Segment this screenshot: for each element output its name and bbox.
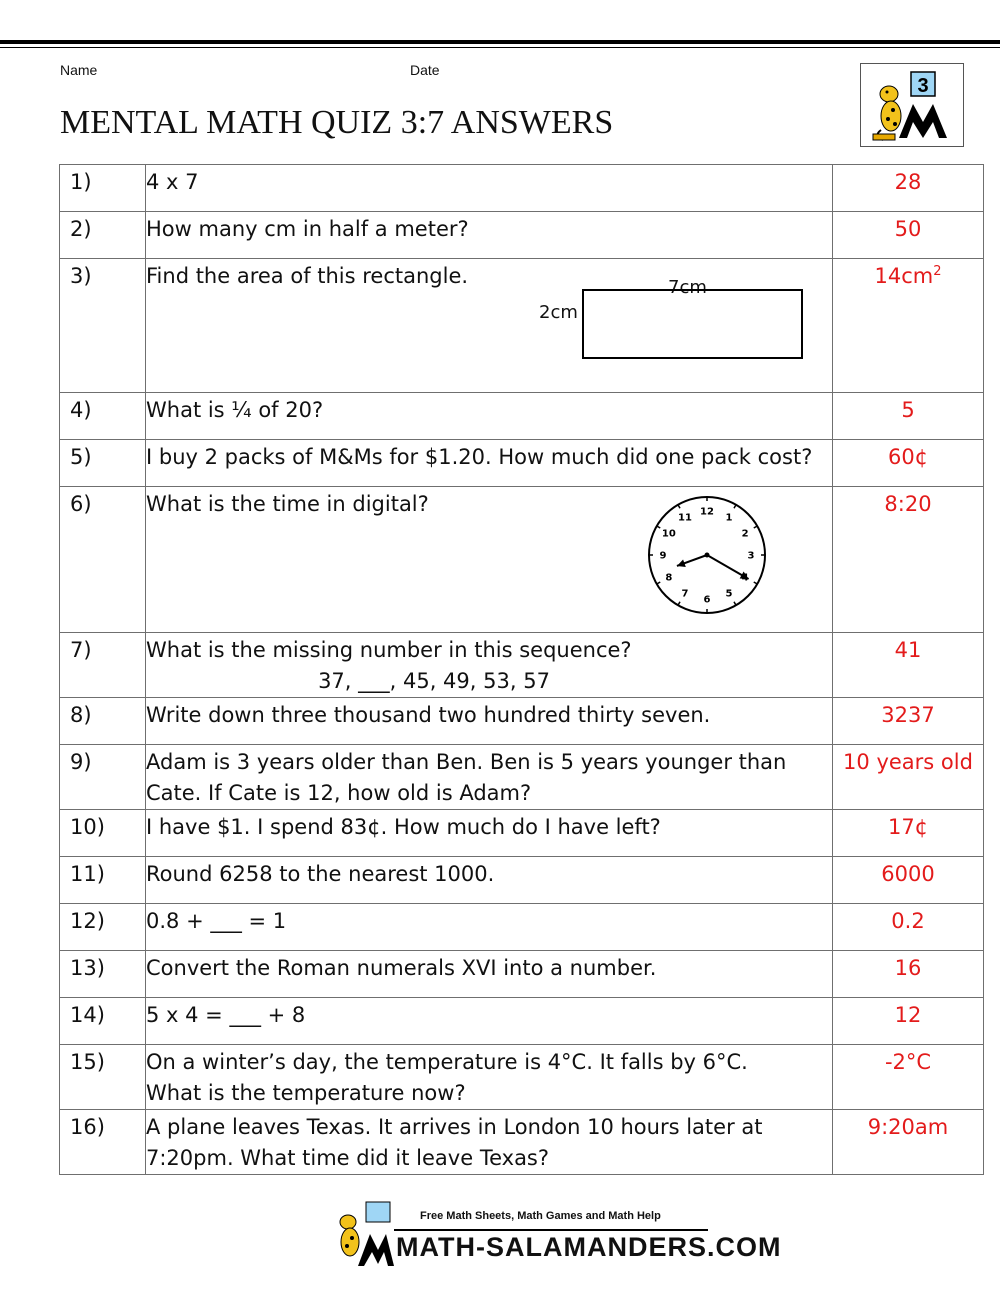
date-label: Date <box>410 62 440 78</box>
table-row <box>60 698 984 745</box>
answer-cell: 9:20am <box>833 1110 984 1175</box>
table-row <box>60 1045 984 1110</box>
clock-center <box>705 553 710 558</box>
rectangle-diagram <box>146 277 832 392</box>
question-text: Find the area of this rectangle. <box>146 264 469 288</box>
clock-number: 6 <box>703 594 711 606</box>
answer-cell: 60¢ <box>833 440 984 487</box>
question-text: Round 6258 to the nearest 1000. <box>146 857 833 904</box>
table-row <box>60 165 984 212</box>
answer-cell: 0.2 <box>833 904 984 951</box>
table-row <box>60 212 984 259</box>
question-text: 5 x 4 = ___ + 8 <box>146 998 833 1045</box>
answer-cell: 14cm <box>874 264 934 288</box>
question-number: 3) <box>60 259 146 393</box>
question-number: 12) <box>60 904 146 951</box>
question-number: 6) <box>60 487 146 633</box>
question-text: A plane leaves Texas. It arrives in London 10 hours later at <box>146 1115 763 1139</box>
question-text: Convert the Roman numerals XVI into a number. <box>146 951 833 998</box>
question-number: 1) <box>60 165 146 212</box>
clock-number: 8 <box>665 572 673 584</box>
answer-cell: 8:20 <box>833 487 984 633</box>
table-row <box>60 904 984 951</box>
question-text: What is the missing number in this sequence? <box>146 638 632 662</box>
answer-cell: 50 <box>833 212 984 259</box>
table-row <box>60 998 984 1045</box>
answer-cell: 5 <box>833 393 984 440</box>
clock-number: 12 <box>700 506 714 518</box>
answer-cell: 17¢ <box>833 810 984 857</box>
clock-number: 11 <box>678 512 692 524</box>
answer-cell: 12 <box>833 998 984 1045</box>
rectangle-width-label: 7cm <box>668 277 707 298</box>
clock-number: 7 <box>681 588 689 600</box>
footer-logo <box>328 1200 394 1270</box>
question-number: 14) <box>60 998 146 1045</box>
question-text: 4 x 7 <box>146 170 199 194</box>
table-row <box>60 951 984 998</box>
table-row <box>60 487 984 633</box>
top-rule-thin <box>0 47 1000 48</box>
rectangle-height-label: 2cm <box>539 302 578 323</box>
rectangle-shape <box>582 289 803 359</box>
question-number: 8) <box>60 698 146 745</box>
table-row <box>60 259 984 393</box>
table-row <box>60 440 984 487</box>
table-row <box>60 1110 984 1175</box>
question-number: 15) <box>60 1045 146 1110</box>
clock-number: 10 <box>661 528 676 540</box>
question-number: 7) <box>60 633 146 698</box>
table-row <box>60 393 984 440</box>
table-row <box>60 810 984 857</box>
table-row <box>60 745 984 810</box>
answer-cell: 16 <box>833 951 984 998</box>
answer-cell: 41 <box>833 633 984 698</box>
footer-rule <box>394 1229 708 1231</box>
answer-superscript: 2 <box>933 264 942 279</box>
question-text: Write down three thousand two hundred thirty seven. <box>146 698 833 745</box>
quiz-table <box>59 164 984 1175</box>
table-row <box>60 857 984 904</box>
footer-tagline: Free Math Sheets, Math Games and Math Help <box>420 1210 661 1222</box>
question-text: Adam is 3 years older than Ben. Ben is 5 years younger than <box>146 750 787 774</box>
question-text-line2: 7:20pm. What time did it leave Texas? <box>146 1146 550 1170</box>
answer-cell: 28 <box>833 165 984 212</box>
clock-number: 1 <box>725 512 733 524</box>
analog-clock <box>644 492 770 618</box>
question-number: 2) <box>60 212 146 259</box>
name-label: Name <box>60 62 98 78</box>
clock-number: 2 <box>741 528 749 540</box>
page-title: MENTAL MATH QUIZ 3:7 ANSWERS <box>60 104 614 141</box>
question-number: 5) <box>60 440 146 487</box>
answer-cell: -2°C <box>833 1045 984 1110</box>
question-text: What is the time in digital? <box>146 492 429 516</box>
clock-number: 3 <box>747 550 755 562</box>
question-number: 10) <box>60 810 146 857</box>
logo-grade: 3 <box>917 75 929 97</box>
clock-number: 5 <box>725 588 733 600</box>
question-text: What is ¼ of 20? <box>146 393 833 440</box>
question-text-line2: What is the temperature now? <box>146 1081 466 1105</box>
question-number: 16) <box>60 1110 146 1175</box>
top-rule <box>0 40 1000 44</box>
table-row <box>60 633 984 698</box>
answer-cell: 6000 <box>833 857 984 904</box>
question-text: 0.8 + ___ = 1 <box>146 904 833 951</box>
salamander-logo <box>860 63 964 147</box>
question-text: I buy 2 packs of M&Ms for $1.20. How much did one pack cost? <box>146 440 833 487</box>
question-number: 4) <box>60 393 146 440</box>
answer-cell: 10 years old <box>833 745 984 810</box>
answer-cell: 3237 <box>833 698 984 745</box>
question-number: 9) <box>60 745 146 810</box>
question-number: 11) <box>60 857 146 904</box>
question-text: I have $1. I spend 83¢. How much do I have left? <box>146 810 833 857</box>
footer-brand: MATH-SALAMANDERS.COM <box>396 1232 782 1262</box>
question-text-line2: Cate. If Cate is 12, how old is Adam? <box>146 781 532 805</box>
clock-number: 9 <box>659 550 667 562</box>
sequence-text: 37, ___, 45, 49, 53, 57 <box>318 669 550 693</box>
question-text: How many cm in half a meter? <box>146 212 833 259</box>
question-number: 13) <box>60 951 146 998</box>
question-text: On a winter’s day, the temperature is 4°C. It falls by 6°C. <box>146 1050 748 1074</box>
